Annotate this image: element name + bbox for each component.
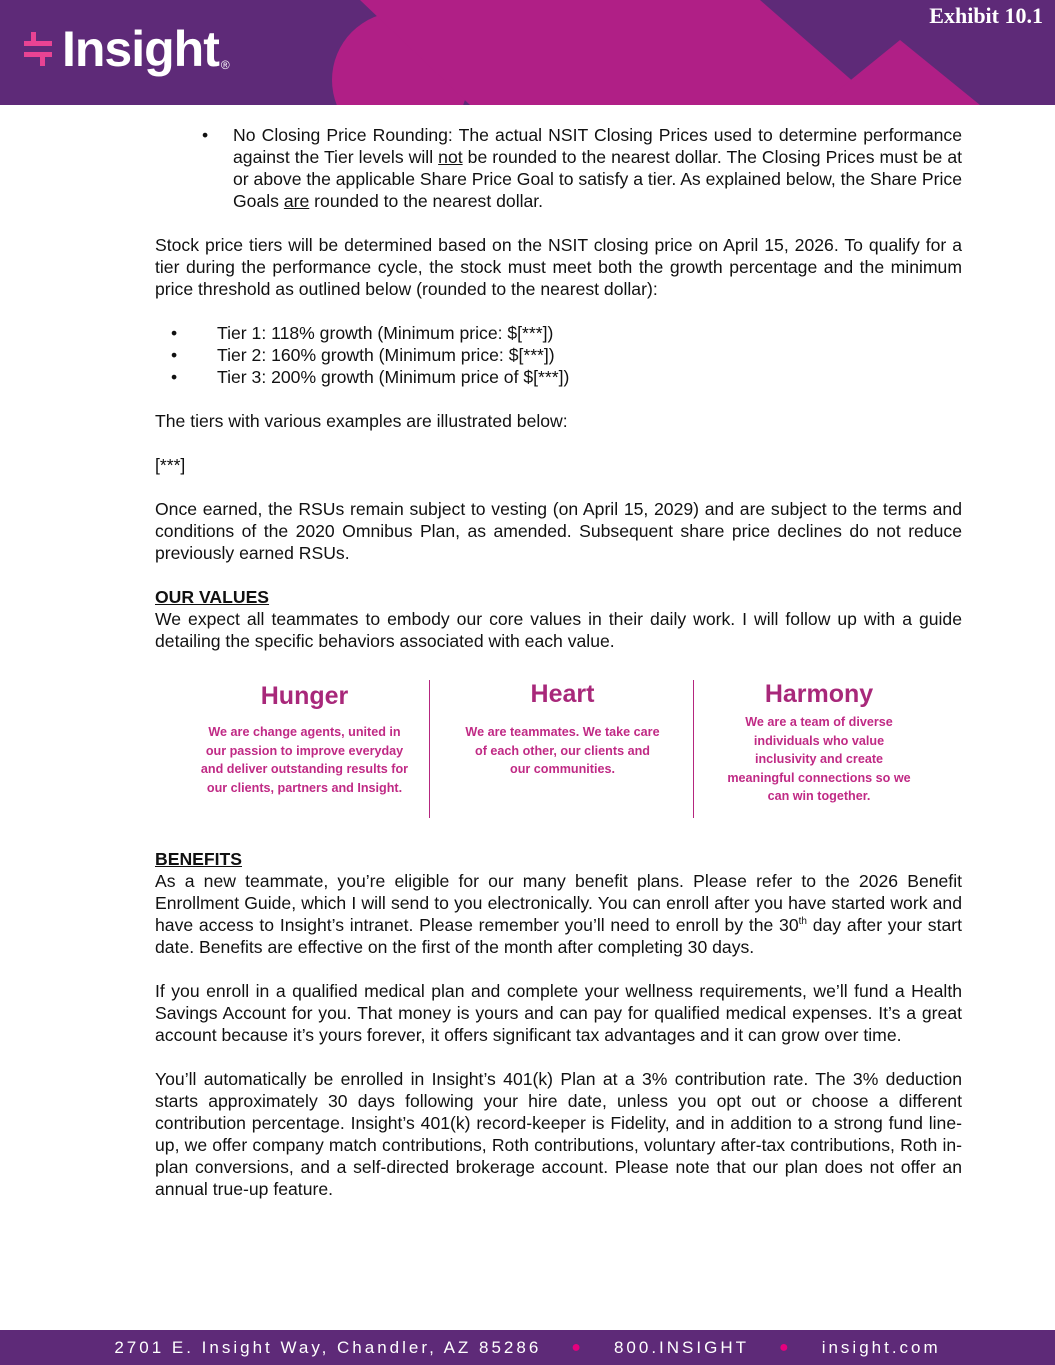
- tier-item: • Tier 1: 118% growth (Minimum price: $[***]): [155, 322, 962, 344]
- registered-mark: ®: [220, 58, 230, 72]
- exhibit-label: Exhibit 10.1: [929, 3, 1043, 28]
- footer-separator-dot: ●: [571, 1338, 584, 1356]
- value-harmony: [725, 680, 913, 806]
- value-title: Harmony: [764, 680, 874, 708]
- footer-phone: 800.INSIGHT: [613, 1337, 750, 1357]
- value-hunger: [197, 682, 412, 797]
- tier-item: • Tier 3: 200% growth (Minimum price of $[***]): [155, 366, 962, 388]
- tier-item: • Tier 2: 160% growth (Minimum price: $[***]): [155, 344, 962, 366]
- value-description: We are teammates. We take care of each other, our clients and our communities.: [465, 725, 660, 777]
- values-heading: OUR VALUES: [155, 587, 270, 607]
- insight-logo: [22, 21, 230, 77]
- banner-triangle: [820, 40, 980, 105]
- benefits-paragraph-hsa: If you enroll in a qualified medical plan and complete your wellness requirements, we’ll fund a Health Savings Account for you. That money is yours and can pay for qualified medical expenses. It’s a great account because it’s yours forever, it offers significant tax advantages and it can grow over time.: [155, 981, 962, 1045]
- benefits-heading: BENEFITS: [155, 849, 242, 869]
- tiers-examples: The tiers with various examples are illustrated below:: [155, 411, 568, 431]
- values-intro: We expect all teammates to embody our core values in their daily work. I will follow up with a guide detailing the specific behaviors associated with each value.: [155, 609, 962, 651]
- footer-address: 2701 E. Insight Way, Chandler, AZ 85286: [114, 1337, 542, 1357]
- benefits-paragraph-401k: You’ll automatically be enrolled in Insight’s 401(k) Plan at a 3% contribution rate. The 3% deduction starts approximately 30 days following your hire date, unless you opt out or choose a different contribution percentage. Insight’s 401(k) record-keeper is Fidelity, and in addition to a strong fund line-up, we offer company match contributions, Roth contributions, voluntary after-tax contributions, Roth in-plan conversions, and a self-directed brokerage account. Please note that our plan does not offer an annual true-up feature.: [155, 1069, 962, 1199]
- tier-list: [155, 322, 962, 388]
- vesting-paragraph: Once earned, the RSUs remain subject to vesting (on April 15, 2029) and are subject to the terms and conditions of the 2020 Omnibus Plan, as amended. Subsequent share price declines do not reduce previously earned RSUs.: [155, 499, 962, 563]
- tiers-intro: Stock price tiers will be determined based on the NSIT closing price on April 15, 2026. To qualify for a tier during the performance cycle, the stock must meet both the growth percentage and the minimum price threshold as outlined below (rounded to the nearest dollar):: [155, 235, 962, 299]
- footer-website: insight.com: [821, 1337, 941, 1357]
- footer-separator-dot: ●: [779, 1338, 792, 1356]
- letter-body: [155, 124, 962, 1200]
- value-title: Hunger: [260, 682, 349, 710]
- rounding-list: [155, 124, 962, 212]
- redacted-placeholder: [***]: [155, 455, 186, 475]
- logo-wordmark: Insight: [62, 21, 219, 77]
- value-title: Heart: [530, 680, 595, 708]
- benefits-paragraph-enrollment: As a new teammate, you’re eligible for our many benefit plans. Please refer to the 2026 Benefit Enrollment Guide, which I will send to you electronically. You can enroll after you have started work and have access to Insight’s intranet. Please remember you’ll need to enroll by the 30th day after your start date. Benefits are effective on the first of the month after completing 30 days.: [155, 871, 962, 957]
- value-divider: [429, 680, 430, 818]
- value-description: We are change agents, united in our passion to improve everyday and deliver outstanding results for our clients, partners and Insight.: [200, 725, 409, 795]
- rounding-bullet: • No Closing Price Rounding: The actual NSIT Closing Prices used to determine performance against the Tier levels will not be rounded to the nearest dollar. The Closing Prices must be at or above the applicable Share Price Goal to satisfy a tier. As explained below, the Share Price Goals are rounded to the nearest dollar.: [155, 124, 962, 212]
- values-graphic: [175, 678, 945, 818]
- value-description: We are a team of diverse individuals who value inclusivity and create meaningful connections so we can win together.: [727, 715, 911, 804]
- insight-logo-icon: [22, 28, 54, 70]
- value-heart: [465, 680, 660, 779]
- letterhead-footer: [0, 1330, 1055, 1365]
- letterhead-banner: [0, 0, 1055, 105]
- value-divider: [693, 680, 694, 818]
